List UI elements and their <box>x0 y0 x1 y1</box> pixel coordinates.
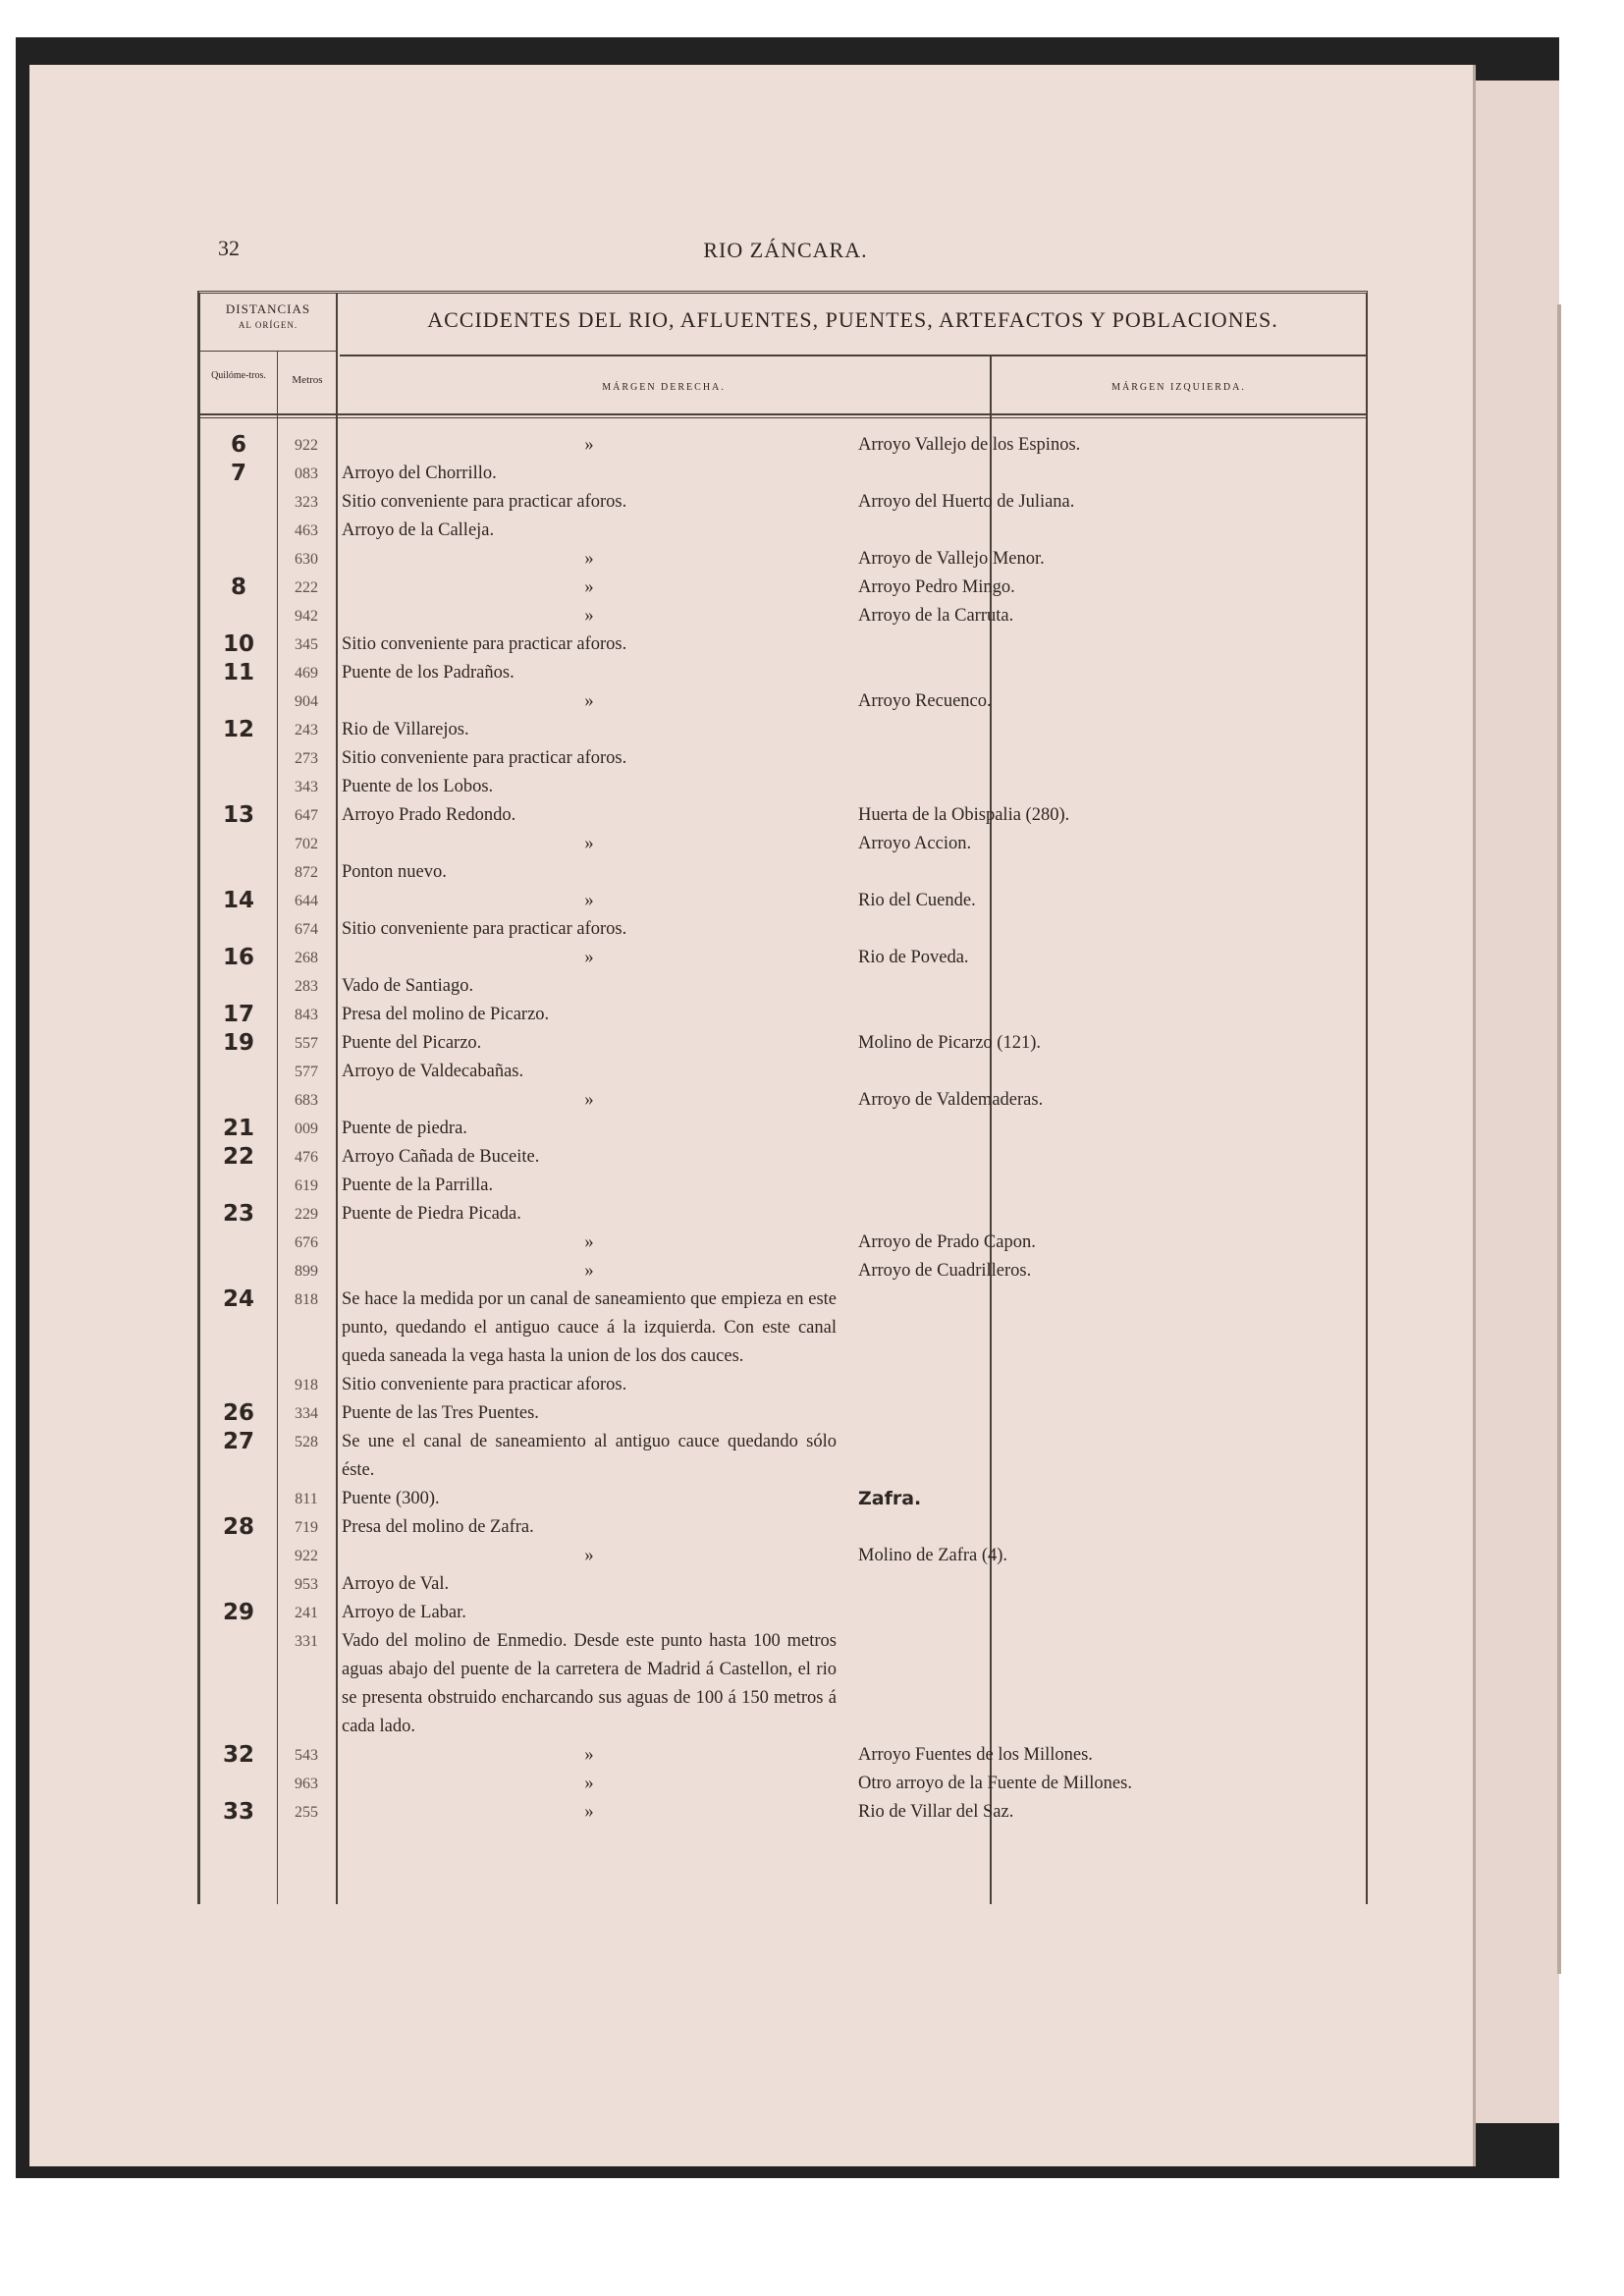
row-margen-izquierda: Zafra. <box>858 1488 922 1509</box>
row-metros: 343 <box>295 779 318 795</box>
header-margen-izquierda: MÁRGEN IZQUIERDA. <box>1111 382 1246 393</box>
table-row <box>200 830 1366 858</box>
row-margen-derecha: » <box>584 1090 594 1110</box>
rule-header-bottom <box>200 413 1366 415</box>
row-margen-derecha: » <box>584 834 594 853</box>
row-quilometros: 19 <box>222 1030 254 1056</box>
row-margen-derecha: Arroyo de Val. <box>342 1574 450 1594</box>
row-metros: 009 <box>295 1121 318 1137</box>
row-metros: 619 <box>295 1177 318 1194</box>
row-quilometros: 8 <box>230 574 246 600</box>
row-quilometros <box>200 488 277 517</box>
table-row <box>200 744 1366 773</box>
row-quilometros <box>200 1770 277 1798</box>
table-row <box>200 1257 1366 1285</box>
row-metros: 918 <box>295 1377 318 1394</box>
row-margen-derecha: » <box>584 435 594 455</box>
row-margen-izquierda: Arroyo del Huerto de Juliana. <box>858 492 1075 512</box>
row-margen-derecha: » <box>584 577 594 597</box>
row-quilometros <box>200 1257 277 1285</box>
row-margen-izquierda: Otro arroyo de la Fuente de Millones. <box>858 1774 1132 1793</box>
table-row <box>200 1115 1366 1143</box>
row-margen-derecha: Puente de la Parrilla. <box>342 1175 494 1195</box>
table-row <box>200 1570 1366 1599</box>
row-metros: 899 <box>295 1263 318 1280</box>
table-row <box>200 887 1366 915</box>
row-margen-derecha: » <box>584 1261 594 1281</box>
row-metros: 463 <box>295 522 318 539</box>
row-metros: 268 <box>295 950 318 966</box>
row-quilometros <box>200 1086 277 1115</box>
row-metros: 528 <box>295 1434 318 1450</box>
row-margen-izquierda: Huerta de la Obispalia (280). <box>858 805 1070 825</box>
row-metros: 345 <box>295 636 318 653</box>
row-margen-derecha: Puente de Piedra Picada. <box>342 1204 521 1224</box>
row-margen-izquierda <box>837 1058 1349 1086</box>
row-metros: 942 <box>295 608 318 625</box>
row-margen-izquierda: Arroyo Pedro Mingo. <box>858 577 1015 597</box>
row-margen-derecha: Arroyo de Labar. <box>342 1603 466 1622</box>
row-metros: 273 <box>295 750 318 767</box>
table-row <box>200 1172 1366 1200</box>
row-margen-derecha: Puente de piedra. <box>342 1119 467 1138</box>
row-quilometros <box>200 545 277 574</box>
table-row <box>200 716 1366 744</box>
row-metros: 811 <box>295 1491 318 1507</box>
row-margen-derecha: Ponton nuevo. <box>342 862 447 882</box>
row-metros: 963 <box>295 1776 318 1792</box>
row-margen-derecha: Sitio conveniente para practicar aforos. <box>342 748 627 768</box>
row-quilometros <box>200 858 277 887</box>
table-row <box>200 1229 1366 1257</box>
row-margen-izquierda <box>837 858 1349 887</box>
row-margen-izquierda: Arroyo de la Carruta. <box>858 606 1014 626</box>
row-margen-izquierda <box>837 773 1349 801</box>
row-margen-izquierda <box>837 1599 1349 1627</box>
header-distancias <box>200 301 336 343</box>
running-head: RIO ZÁNCARA. <box>703 238 868 262</box>
row-metros: 557 <box>295 1035 318 1052</box>
row-margen-izquierda: Arroyo de Cuadrilleros. <box>858 1261 1032 1281</box>
table-row <box>200 488 1366 517</box>
table-row <box>200 1058 1366 1086</box>
distance-table <box>197 291 1368 1904</box>
table-row <box>200 1285 1366 1371</box>
row-margen-izquierda <box>837 659 1349 687</box>
row-margen-derecha: Puente de las Tres Puentes. <box>342 1403 539 1423</box>
rule-header-bottom-2 <box>200 417 1366 418</box>
row-margen-derecha: » <box>584 1802 594 1822</box>
row-margen-izquierda: Arroyo Accion. <box>858 834 972 853</box>
row-margen-derecha: Rio de Villarejos. <box>342 720 469 739</box>
row-margen-izquierda <box>837 1115 1349 1143</box>
row-metros: 241 <box>295 1605 318 1621</box>
table-row <box>200 915 1366 944</box>
row-margen-derecha: Arroyo de Valdecabañas. <box>342 1062 524 1081</box>
header-accidentes: ACCIDENTES DEL RIO, AFLUENTES, PUENTES, ARTEFACTOS Y POBLACIONES. <box>427 307 1278 332</box>
header-quilometros: Quilóme-tros. <box>211 370 266 381</box>
row-metros: 719 <box>295 1519 318 1536</box>
table-row <box>200 602 1366 630</box>
row-margen-izquierda <box>837 716 1349 744</box>
table-row <box>200 858 1366 887</box>
row-margen-derecha: » <box>584 1774 594 1793</box>
row-margen-izquierda: Arroyo de Prado Capon. <box>858 1232 1036 1252</box>
row-quilometros: 22 <box>222 1144 254 1170</box>
rule-distancias <box>200 351 336 352</box>
row-margen-derecha: Puente (300). <box>342 1489 440 1508</box>
row-quilometros <box>200 744 277 773</box>
row-margen-izquierda: Rio de Villar del Saz. <box>858 1802 1014 1822</box>
row-quilometros <box>200 773 277 801</box>
row-margen-izquierda <box>837 1570 1349 1599</box>
row-quilometros <box>200 1229 277 1257</box>
header-distancias-label: DISTANCIAS <box>225 301 311 316</box>
row-margen-derecha: Vado del molino de Enmedio. Desde este punto hasta 100 metros aguas abajo del puente de la carretera de Madrid á Castellon, el rio se presenta obstruido encharcando sus aguas de 100 á 150 metros á cada lado. <box>342 1631 837 1736</box>
row-margen-izquierda <box>837 1172 1349 1200</box>
table-row <box>200 431 1366 460</box>
table-row <box>200 1143 1366 1172</box>
row-margen-izquierda: Arroyo Recuenco. <box>858 691 992 711</box>
row-metros: 843 <box>295 1007 318 1023</box>
row-margen-derecha: Puente de los Lobos. <box>342 777 494 796</box>
row-margen-derecha: Vado de Santiago. <box>342 976 474 996</box>
row-margen-izquierda <box>837 1285 1349 1371</box>
row-margen-derecha: Arroyo Cañada de Buceite. <box>342 1147 540 1167</box>
row-metros: 702 <box>295 836 318 852</box>
row-margen-derecha: Sitio conveniente para practicar aforos. <box>342 919 627 939</box>
row-quilometros <box>200 972 277 1001</box>
row-margen-izquierda <box>837 972 1349 1001</box>
row-margen-derecha: » <box>584 1745 594 1765</box>
row-margen-derecha: Arroyo del Chorrillo. <box>342 464 497 483</box>
row-quilometros: 33 <box>222 1799 254 1825</box>
row-margen-derecha: Arroyo de la Calleja. <box>342 520 495 540</box>
table-row <box>200 1513 1366 1542</box>
table-row <box>200 972 1366 1001</box>
row-margen-derecha: Sitio conveniente para practicar aforos. <box>342 634 627 654</box>
row-margen-derecha: Sitio conveniente para practicar aforos. <box>342 1375 627 1394</box>
row-margen-izquierda <box>837 460 1349 488</box>
header-margen-derecha: MÁRGEN DERECHA. <box>602 382 726 393</box>
row-margen-izquierda: Molino de Zafra (4). <box>858 1546 1008 1565</box>
row-quilometros: 6 <box>230 432 246 458</box>
table-row <box>200 1798 1366 1827</box>
row-margen-derecha: » <box>584 606 594 626</box>
row-margen-izquierda <box>837 1001 1349 1029</box>
table-row <box>200 1086 1366 1115</box>
row-margen-derecha: Presa del molino de Picarzo. <box>342 1005 550 1024</box>
row-margen-derecha: » <box>584 948 594 967</box>
page-number: 32 <box>218 236 240 260</box>
row-margen-izquierda <box>837 1627 1349 1741</box>
row-quilometros <box>200 830 277 858</box>
row-quilometros: 29 <box>222 1600 254 1625</box>
row-quilometros <box>200 1371 277 1399</box>
row-quilometros: 27 <box>222 1429 254 1454</box>
facing-page-edge <box>1475 81 1559 2123</box>
row-quilometros <box>200 687 277 716</box>
row-margen-izquierda <box>837 1371 1349 1399</box>
row-metros: 922 <box>295 437 318 454</box>
row-margen-izquierda: Rio del Cuende. <box>858 891 976 910</box>
facing-page-rule <box>1557 304 1561 1974</box>
table-row <box>200 1770 1366 1798</box>
row-margen-izquierda <box>837 1428 1349 1485</box>
row-quilometros <box>200 517 277 545</box>
table-row <box>200 1599 1366 1627</box>
row-quilometros <box>200 915 277 944</box>
row-metros: 243 <box>295 722 318 738</box>
row-quilometros <box>200 1627 277 1741</box>
table-row <box>200 574 1366 602</box>
row-quilometros: 14 <box>222 888 254 913</box>
row-metros: 255 <box>295 1804 318 1821</box>
row-margen-izquierda <box>837 915 1349 944</box>
row-metros: 674 <box>295 921 318 938</box>
table-row <box>200 630 1366 659</box>
row-margen-izquierda: Rio de Poveda. <box>858 948 969 967</box>
row-metros: 222 <box>295 579 318 596</box>
table-row <box>200 1371 1366 1399</box>
row-margen-izquierda <box>837 1399 1349 1428</box>
table-row <box>200 1741 1366 1770</box>
row-margen-derecha: Presa del molino de Zafra. <box>342 1517 534 1537</box>
row-margen-izquierda <box>837 630 1349 659</box>
row-margen-izquierda: Arroyo Vallejo de los Espinos. <box>858 435 1081 455</box>
row-quilometros: 28 <box>222 1514 254 1540</box>
table-row <box>200 1542 1366 1570</box>
row-quilometros <box>200 1570 277 1599</box>
table-row <box>200 1001 1366 1029</box>
row-metros: 953 <box>295 1576 318 1593</box>
row-metros: 644 <box>295 893 318 909</box>
row-metros: 647 <box>295 807 318 824</box>
row-margen-izquierda <box>837 1143 1349 1172</box>
header-metros: Metros <box>292 374 323 386</box>
table-row <box>200 1485 1366 1513</box>
row-margen-derecha: Se hace la medida por un canal de saneamiento que empieza en este punto, quedando el antiguo cauce á la izquierda. Con este canal queda saneada la vega hasta la union de los dos cauces. <box>342 1289 837 1366</box>
row-metros: 323 <box>295 494 318 511</box>
row-quilometros <box>200 1058 277 1086</box>
row-margen-derecha: Puente del Picarzo. <box>342 1033 482 1053</box>
table-row <box>200 1200 1366 1229</box>
table-body <box>200 431 1366 1827</box>
row-quilometros: 32 <box>222 1742 254 1768</box>
row-metros: 543 <box>295 1747 318 1764</box>
row-margen-izquierda <box>837 1513 1349 1542</box>
row-margen-derecha: Puente de los Padraños. <box>342 663 514 683</box>
table-row <box>200 687 1366 716</box>
row-margen-izquierda: Arroyo de Valdemaderas. <box>858 1090 1044 1110</box>
row-metros: 283 <box>295 978 318 995</box>
row-metros: 676 <box>295 1234 318 1251</box>
table-row <box>200 773 1366 801</box>
row-margen-izquierda <box>837 1200 1349 1229</box>
row-margen-derecha: Sitio conveniente para practicar aforos. <box>342 492 627 512</box>
row-quilometros: 10 <box>222 631 254 657</box>
row-metros: 922 <box>295 1548 318 1564</box>
table-row <box>200 545 1366 574</box>
row-metros: 683 <box>295 1092 318 1109</box>
row-margen-izquierda: Arroyo Fuentes de los Millones. <box>858 1745 1093 1765</box>
row-metros: 334 <box>295 1405 318 1422</box>
row-margen-izquierda: Arroyo de Vallejo Menor. <box>858 549 1045 569</box>
row-margen-izquierda <box>837 744 1349 773</box>
row-metros: 229 <box>295 1206 318 1223</box>
row-metros: 476 <box>295 1149 318 1166</box>
row-margen-derecha: » <box>584 1232 594 1252</box>
row-metros: 469 <box>295 665 318 682</box>
table-row <box>200 1627 1366 1741</box>
row-quilometros: 24 <box>222 1286 254 1312</box>
row-metros: 083 <box>295 465 318 482</box>
row-quilometros: 26 <box>222 1400 254 1426</box>
row-quilometros <box>200 602 277 630</box>
row-metros: 904 <box>295 693 318 710</box>
row-quilometros: 17 <box>222 1002 254 1027</box>
row-quilometros: 16 <box>222 945 254 970</box>
table-row <box>200 944 1366 972</box>
table-row <box>200 1399 1366 1428</box>
row-margen-derecha: Arroyo Prado Redondo. <box>342 805 516 825</box>
table-row <box>200 801 1366 830</box>
row-margen-izquierda: Molino de Picarzo (121). <box>858 1033 1041 1053</box>
row-margen-derecha: Se une el canal de saneamiento al antiguo cauce quedando sólo éste. <box>342 1432 837 1480</box>
row-quilometros <box>200 1542 277 1570</box>
table-row <box>200 1029 1366 1058</box>
row-margen-derecha: » <box>584 549 594 569</box>
row-metros: 577 <box>295 1064 318 1080</box>
row-quilometros: 13 <box>222 802 254 828</box>
row-margen-izquierda <box>837 517 1349 545</box>
table-row <box>200 659 1366 687</box>
row-metros: 331 <box>295 1633 318 1650</box>
table-row <box>200 460 1366 488</box>
row-quilometros: 23 <box>222 1201 254 1227</box>
table-row <box>200 1428 1366 1485</box>
row-quilometros: 7 <box>230 461 246 486</box>
row-margen-derecha: » <box>584 691 594 711</box>
row-quilometros: 12 <box>222 717 254 742</box>
row-metros: 818 <box>295 1291 318 1308</box>
rule-accidentes <box>340 355 1366 356</box>
table-row <box>200 517 1366 545</box>
row-quilometros <box>200 1485 277 1513</box>
header-distancias-sub: AL ORÍGEN. <box>238 320 298 330</box>
row-quilometros: 11 <box>222 660 254 685</box>
row-margen-derecha: » <box>584 1546 594 1565</box>
row-quilometros: 21 <box>222 1116 254 1141</box>
row-quilometros <box>200 1172 277 1200</box>
row-metros: 630 <box>295 551 318 568</box>
row-metros: 872 <box>295 864 318 881</box>
row-margen-derecha: » <box>584 891 594 910</box>
